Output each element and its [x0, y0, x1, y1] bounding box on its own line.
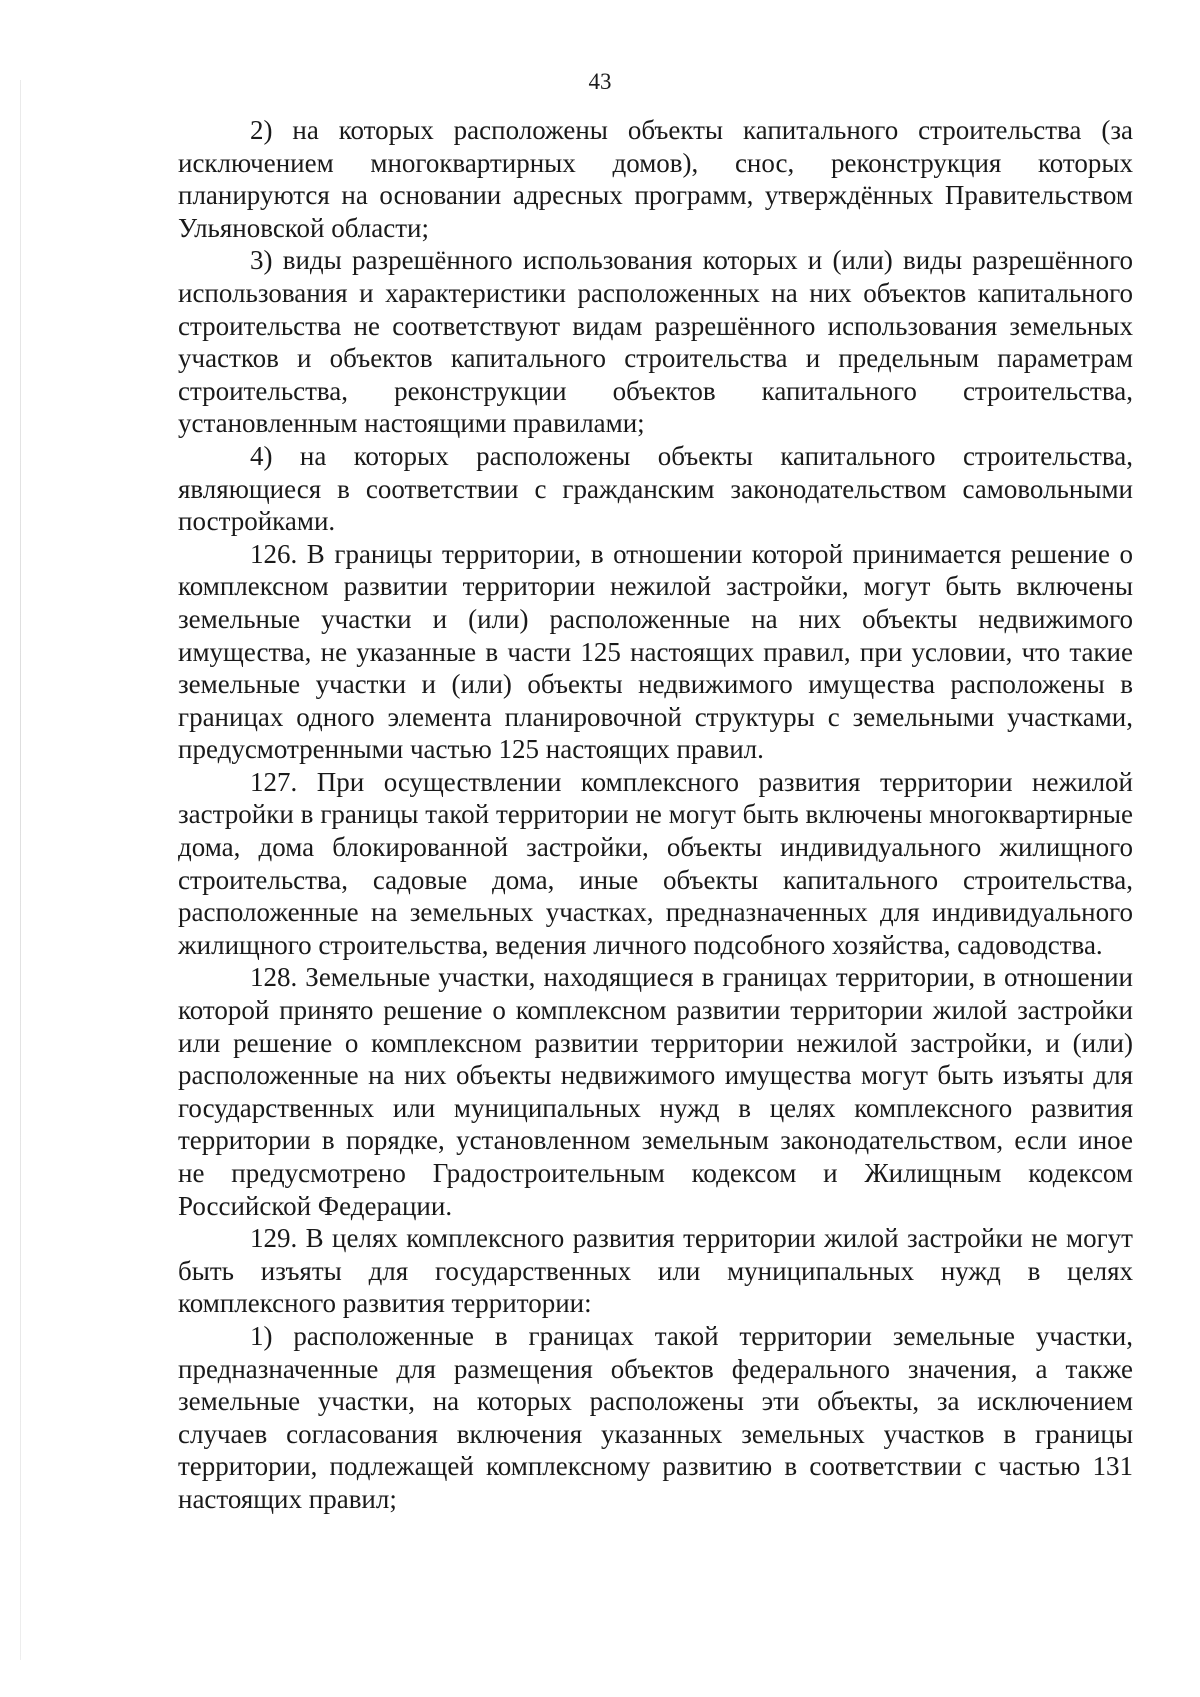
- paragraph-section-129: 129. В целях комплексного развития территории жилой застройки не могут быть изъяты для государственных или муниципальных нужд в целях комплексного развития территории:: [178, 1223, 1133, 1319]
- paragraph-section-128: 128. Земельные участки, находящиеся в границах территории, в отношении которой принято решение о комплексном развитии территории жилой застройки или решение о комплексном развитии территории нежилой застройки, и (или) расположенные на них объекты недвижимого имущества могут быть изъяты для государственных или муниципальных нужд в целях комплексного развития территории в порядке, установленном земельным законодательством, если иное не предусмотрено Градостроительным кодексом и Жилищным кодексом Российской Федерации.: [178, 962, 1133, 1221]
- paragraph-item-3: 3) виды разрешённого использования которых и (или) виды разрешённого использования и характеристики расположенных на них объектов капитального строительства не соответствуют видам разрешённого использования земельных участков и объектов капитального строительства и предельным параметрам строительства, реконструкции объектов капитального строительства, установленным настоящими правилами;: [178, 245, 1133, 439]
- paragraph-section-126: 126. В границы территории, в отношении которой принимается решение о комплексном развитии территории нежилой застройки, могут быть включены земельные участки и (или) расположенные на них объекты недвижимого имущества, не указанные в части 125 настоящих правил, при условии, что такие земельные участки и (или) объекты недвижимого имущества расположены в границах одного элемента планировочной структуры с земельными участками, предусмотренными частью 125 настоящих правил.: [178, 538, 1133, 765]
- paragraph-item-2: 2) на которых расположены объекты капитального строительства (за исключением многоквартирных домов), снос, реконструкция которых планируются на основании адресных программ, утверждённых Правительством Ульяновской области;: [178, 115, 1133, 243]
- paragraph-section-129-item-1: 1) расположенные в границах такой территории земельные участки, предназначенные для размещения объектов федерального значения, а также земельные участки, на которых расположены эти объекты, за исключением случаев согласования включения указанных земельных участков в границы территории, подлежащей комплексному развитию в соответствии с частью 131 настоящих правил;: [178, 1320, 1133, 1514]
- document-body: [178, 114, 1133, 1516]
- scan-edge-line: [20, 80, 21, 1660]
- page-number: 43: [588, 69, 612, 94]
- paragraph-item-4: 4) на которых расположены объекты капитального строительства, являющиеся в соответствии с гражданским законодательством самовольными постройками.: [178, 440, 1133, 537]
- paragraph-section-127: 127. При осуществлении комплексного развития территории нежилой застройки в границы такой территории не могут быть включены многоквартирные дома, дома блокированной застройки, объекты индивидуального жилищного строительства, садовые дома, иные объекты капитального строительства, расположенные на земельных участках, предназначенных для индивидуального жилищного строительства, ведения личного подсобного хозяйства, садоводства.: [178, 766, 1133, 960]
